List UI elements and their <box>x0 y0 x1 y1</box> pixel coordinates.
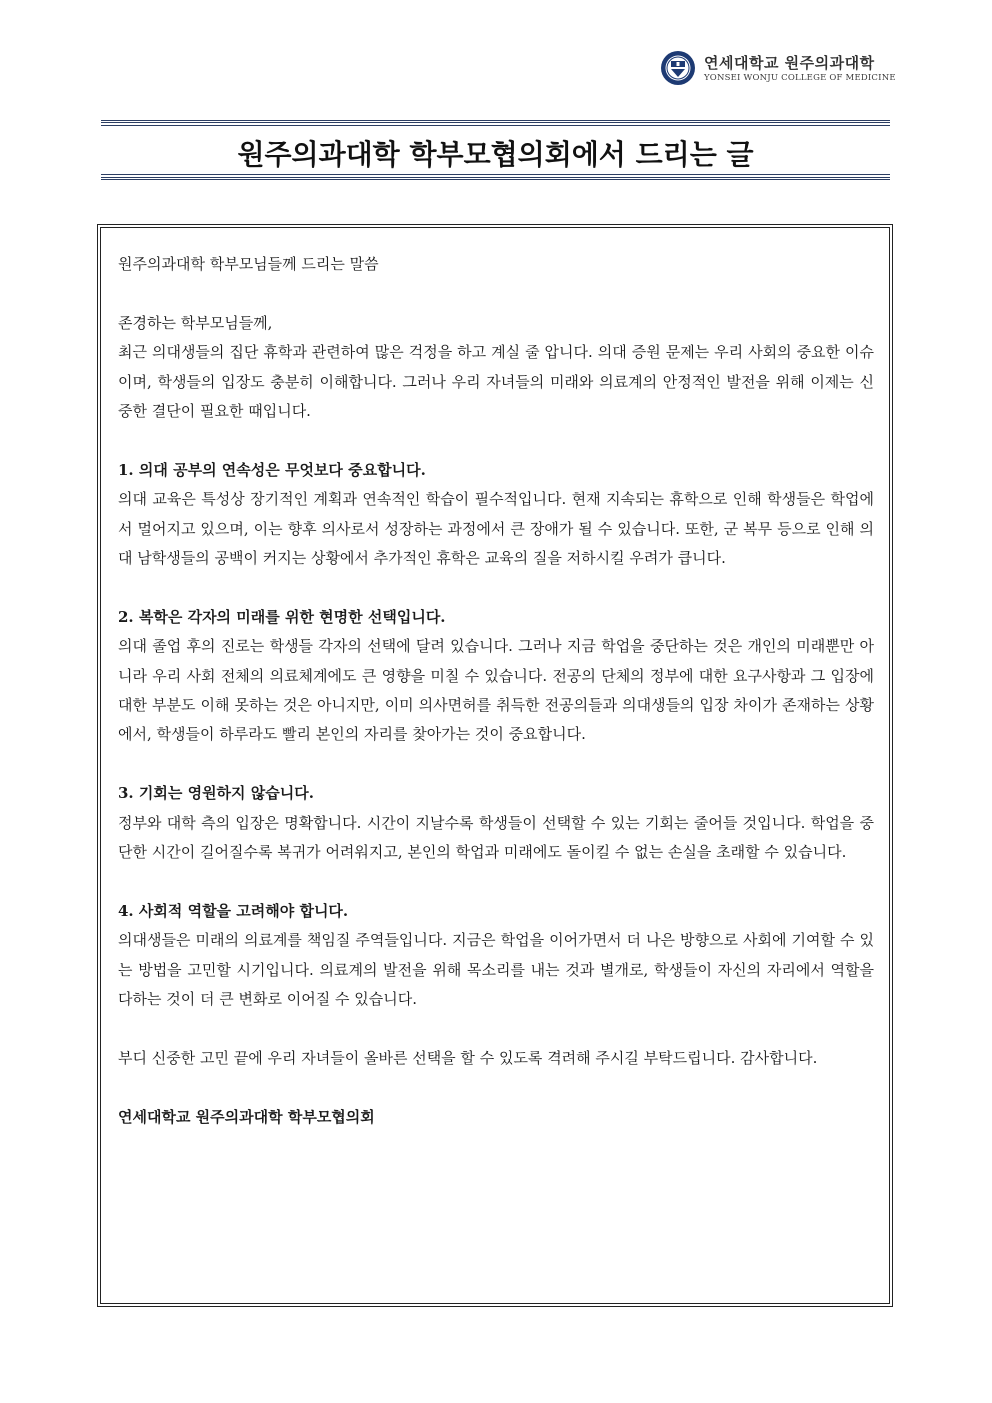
letter-salutation: 존경하는 학부모님들께, <box>118 313 273 332</box>
letter-intro: 최근 의대생들의 집단 휴학과 관련하여 많은 걱정을 하고 계실 줄 압니다. 의대 증원 문제는 우리 사회의 중요한 이슈이며, 학생들의 입장도 충분히 이해합니다. 그러나 우리 자녀들의 미래와 의료계의 안정적인 발전을 위해 이제는 신중한 결단이 필요한 때입니다. <box>118 343 874 421</box>
college-name-english: YONSEI WONJU COLLEGE OF MEDICINE <box>704 73 896 83</box>
section-heading: 2. 복학은 각자의 미래를 위한 현명한 선택입니다. <box>118 607 446 626</box>
section-heading: 3. 기회는 영원하지 않습니다. <box>118 784 314 803</box>
letter-body <box>118 250 874 1132</box>
section-body: 정부와 대학 측의 입장은 명확합니다. 시간이 지날수록 학생들이 선택할 수 있는 기회는 줄어들 것입니다. 학업을 중단한 시간이 길어질수록 복귀가 어려워지고, 본인의 학업과 미래에도 돌이킬 수 없는 손실을 초래할 수 있습니다. <box>118 813 874 862</box>
college-name-korean: 연세대학교 원주의과대학 <box>704 54 875 72</box>
section-body: 의대 교육은 특성상 장기적인 계획과 연속적인 학습이 필수적입니다. 현재 지속되는 휴학으로 인해 학생들은 학업에서 멀어지고 있으며, 이는 향후 의사로서 성장하는 과정에서 큰 장애가 될 수 있습니다. 또한, 군 복무 등으로 인해 의대 남학생들의 공백이 커지는 상황에서 추가적인 휴학은 교육의 질을 저하시킬 우려가 큽니다. <box>118 490 874 568</box>
section-body: 의대 졸업 후의 진로는 학생들 각자의 선택에 달려 있습니다. 그러나 지금 학업을 중단하는 것은 개인의 미래뿐만 아니라 우리 사회 전체의 의료체계에도 큰 영향을 미칠 수 있습니다. 전공의 단체의 정부에 대한 요구사항과 그 입장에 대한 부분도 이해 못하는 것은 아니지만, 이미 의사면허를 취득한 전공의들과 의대생들의 입장 차이가 존재하는 상황에서, 학생들이 하루라도 빨리 본인의 자리를 찾아가는 것이 중요합니다. <box>118 637 874 744</box>
section-heading: 4. 사회적 역할을 고려해야 합니다. <box>118 901 349 920</box>
title-banner <box>101 120 890 180</box>
letter-closing: 부디 신중한 고민 끝에 우리 자녀들이 올바른 선택을 할 수 있도록 격려해 주시길 부탁드립니다. 감사합니다. <box>118 1048 818 1067</box>
letter-frame <box>97 224 893 1307</box>
letter-signature: 연세대학교 원주의과대학 학부모협의회 <box>118 1107 375 1126</box>
university-seal-icon <box>660 50 696 86</box>
section-body: 의대생들은 미래의 의료계를 책임질 주역들입니다. 지금은 학업을 이어가면서 더 나은 방향으로 사회에 기여할 수 있는 방법을 고민할 시기입니다. 의료계의 발전을 위해 목소리를 내는 것과 별개로, 학생들이 자신의 자리에서 역할을 다하는 것이 더 큰 변화로 이어질 수 있습니다. <box>118 931 874 1009</box>
letter-subject: 원주의과대학 학부모님들께 드리는 말씀 <box>118 255 379 273</box>
document-title: 원주의과대학 학부모협의회에서 드리는 글 <box>237 138 754 171</box>
section-heading: 1. 의대 공부의 연속성은 무엇보다 중요합니다. <box>118 460 426 479</box>
college-logo <box>660 50 920 92</box>
